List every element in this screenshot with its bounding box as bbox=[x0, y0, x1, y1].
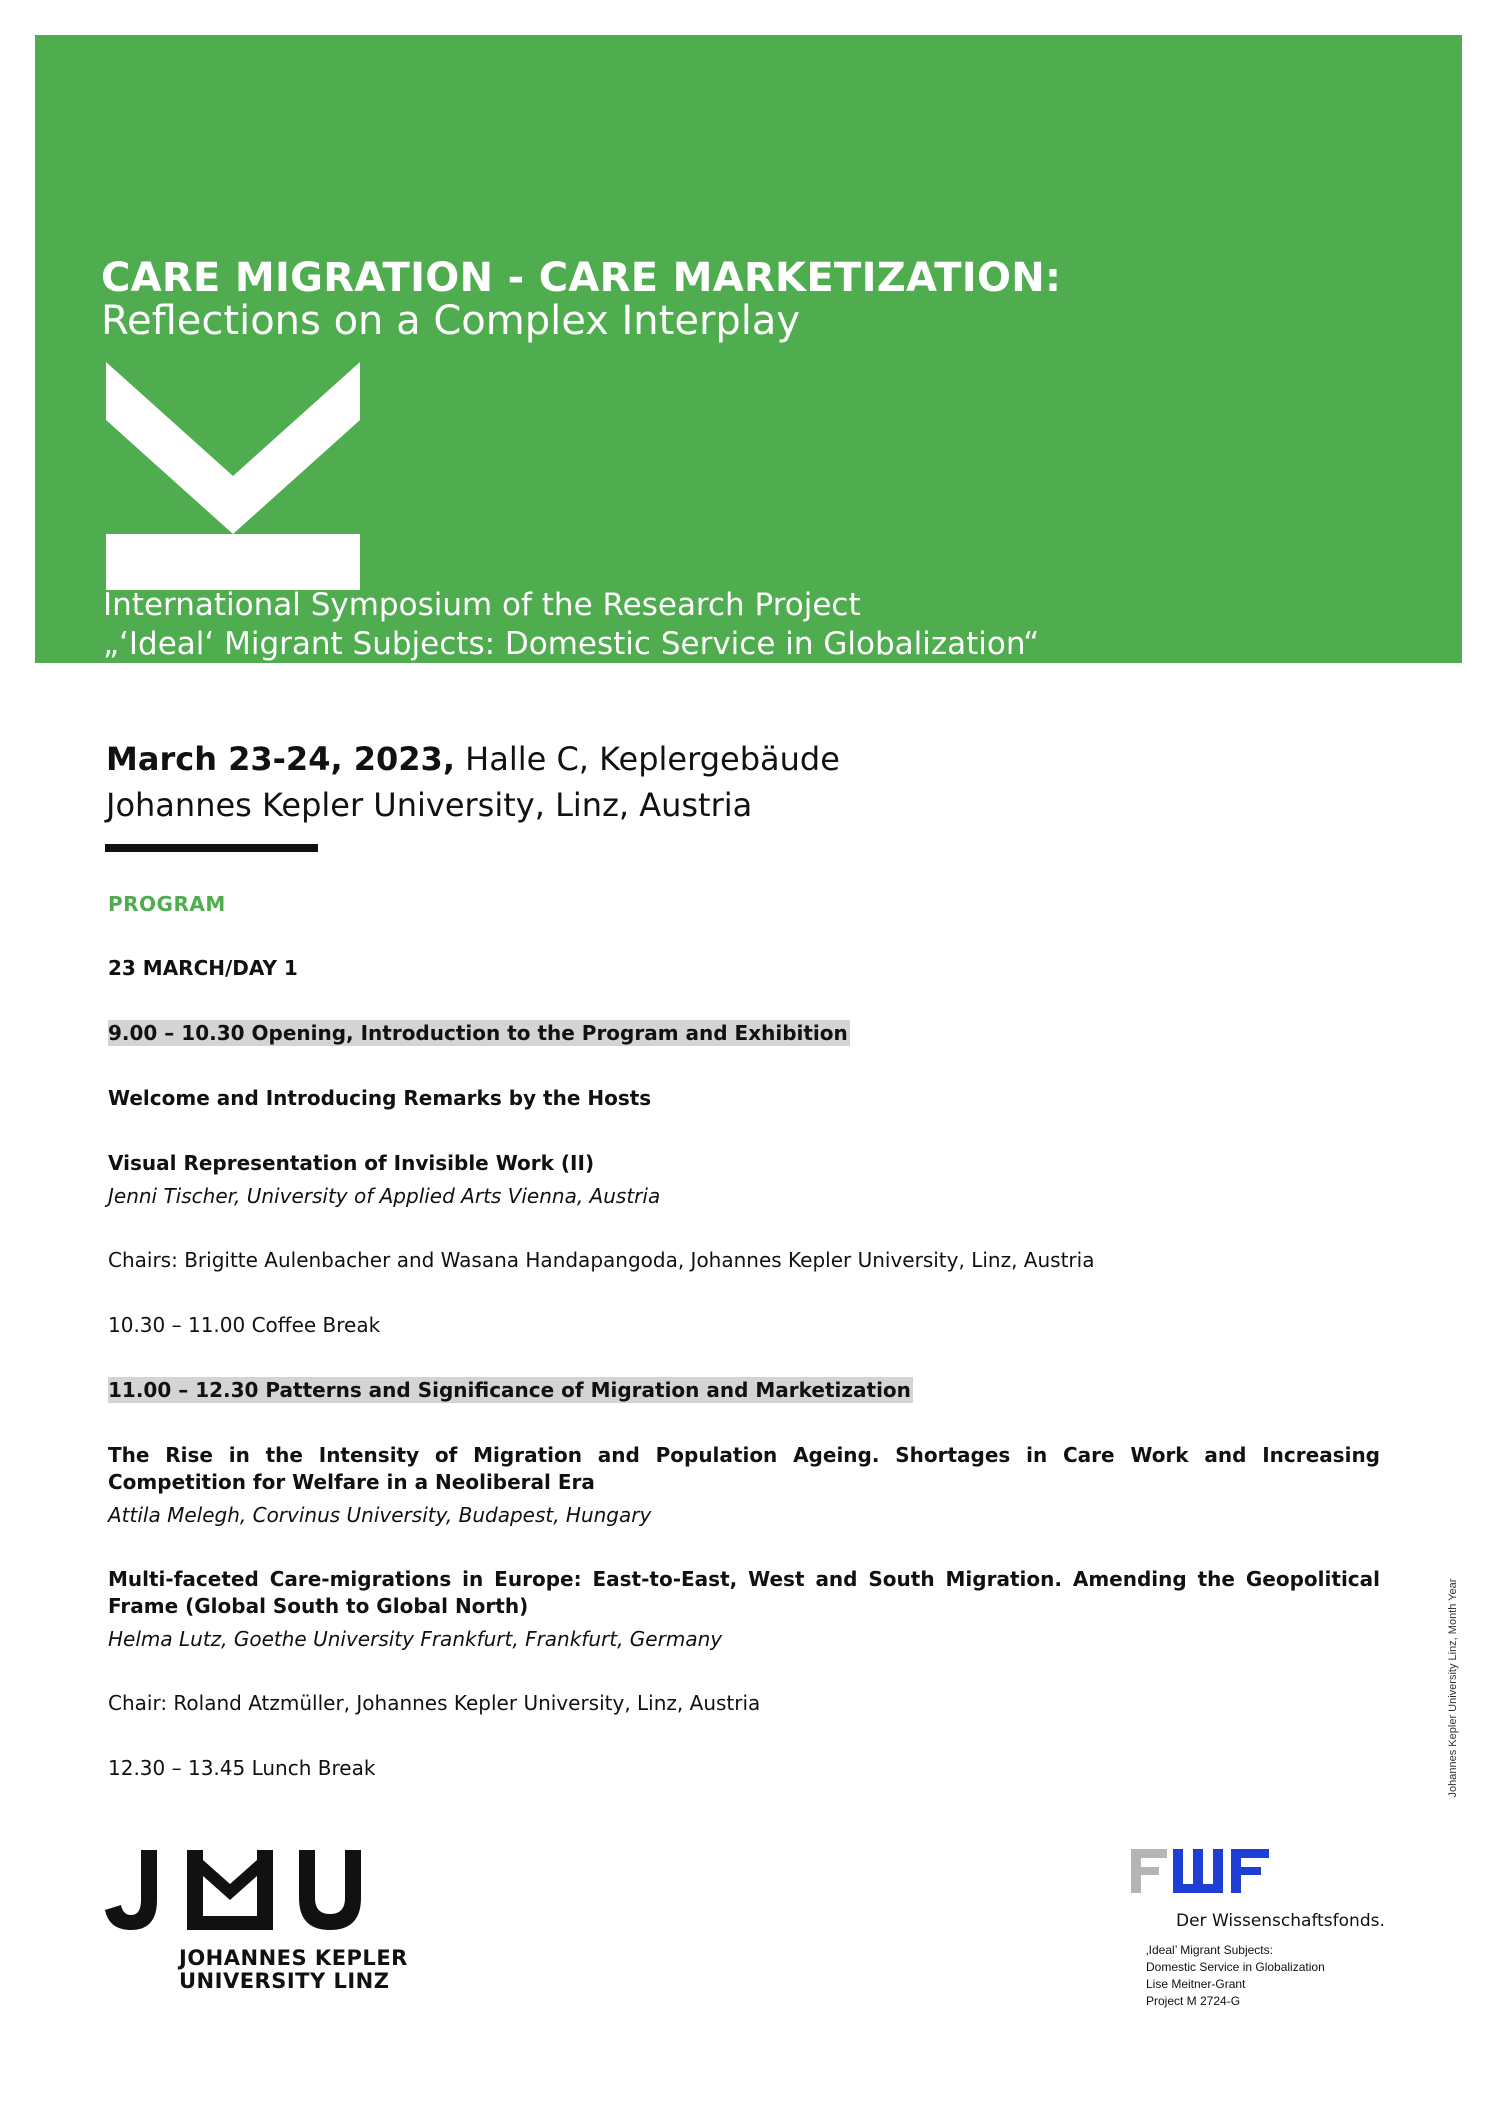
session-heading-1 bbox=[108, 1020, 1380, 1047]
jku-k-mark-icon bbox=[106, 362, 360, 590]
jku-name bbox=[179, 1947, 408, 1993]
session-heading-1-text: 9.00 – 10.30 Opening, Introduction to the Program and Exhibition bbox=[108, 1021, 848, 1045]
fwf-project-line-1: ‚Ideal’ Migrant Subjects: bbox=[1146, 1943, 1273, 1957]
symposium-line-2: „‘Ideal‘ Migrant Subjects: Domestic Service in Globalization“ bbox=[103, 626, 1040, 662]
page-subtitle: Reflections on a Complex Interplay bbox=[101, 298, 801, 344]
session-heading-2-text: 11.00 – 12.30 Patterns and Significance of Migration and Marketization bbox=[108, 1378, 911, 1402]
event-venue: Johannes Kepler University, Linz, Austria bbox=[106, 786, 753, 824]
fwf-project-info bbox=[1146, 1942, 1325, 2010]
day-heading: 23 MARCH/DAY 1 bbox=[108, 956, 298, 980]
jku-logo-icon bbox=[105, 1850, 361, 1934]
event-date-line bbox=[106, 740, 840, 778]
coffee-break: 10.30 – 11.00 Coffee Break bbox=[108, 1313, 381, 1337]
chairs-1: Chairs: Brigitte Aulenbacher and Wasana Handapangoda, Johannes Kepler University, Linz, Austria bbox=[108, 1248, 1095, 1272]
talk-2-title: The Rise in the Intensity of Migration and Population Ageing. Shortages in Care Work and Increasing Competition for Welfare in a Neoliberal Era bbox=[108, 1443, 1380, 1494]
welcome-remarks: Welcome and Introducing Remarks by the Hosts bbox=[108, 1086, 652, 1110]
talk-3-title: Multi-faceted Care-migrations in Europe: East-to-East, West and South Migration. Amending the Geopolitical Frame (Global South to Global North) bbox=[108, 1567, 1380, 1618]
event-hall: Halle C, Keplergebäude bbox=[465, 740, 840, 778]
talk-3-speaker: Helma Lutz, Goethe University Frankfurt, Frankfurt, Germany bbox=[108, 1627, 723, 1651]
page-title: CARE MIGRATION - CARE MARKETIZATION: bbox=[101, 255, 1062, 301]
fwf-project-line-2: Domestic Service in Globalization bbox=[1146, 1960, 1325, 1974]
fwf-logo-icon bbox=[1131, 1845, 1291, 1895]
side-note-text: Johannes Kepler University Linz, Month Year bbox=[1447, 1578, 1459, 1798]
side-note bbox=[1447, 1563, 1459, 1813]
program-heading: PROGRAM bbox=[108, 892, 226, 916]
jku-name-line-1: JOHANNES KEPLER bbox=[179, 1946, 408, 1970]
talk-2-speaker: Attila Melegh, Corvinus University, Budapest, Hungary bbox=[108, 1503, 652, 1527]
fwf-project-line-3: Lise Meitner-Grant bbox=[1146, 1977, 1246, 1991]
talk-1-speaker: Jenni Tischer, University of Applied Arts Vienna, Austria bbox=[108, 1184, 661, 1208]
symposium-line-1: International Symposium of the Research Project bbox=[103, 587, 861, 623]
fwf-project-line-4: Project M 2724-G bbox=[1146, 1994, 1241, 2008]
lunch-break: 12.30 – 13.45 Lunch Break bbox=[108, 1756, 376, 1780]
event-date: March 23-24, 2023, bbox=[106, 740, 455, 778]
session-heading-2 bbox=[108, 1377, 1380, 1404]
symposium-description bbox=[103, 586, 1039, 664]
fwf-tagline: Der Wissenschaftsfonds. bbox=[1176, 1911, 1385, 1931]
jku-name-line-2: UNIVERSITY LINZ bbox=[179, 1969, 390, 1993]
chair-2: Chair: Roland Atzmüller, Johannes Kepler University, Linz, Austria bbox=[108, 1691, 761, 1715]
talk-1-title: Visual Representation of Invisible Work (II) bbox=[108, 1151, 595, 1175]
divider bbox=[105, 844, 318, 852]
